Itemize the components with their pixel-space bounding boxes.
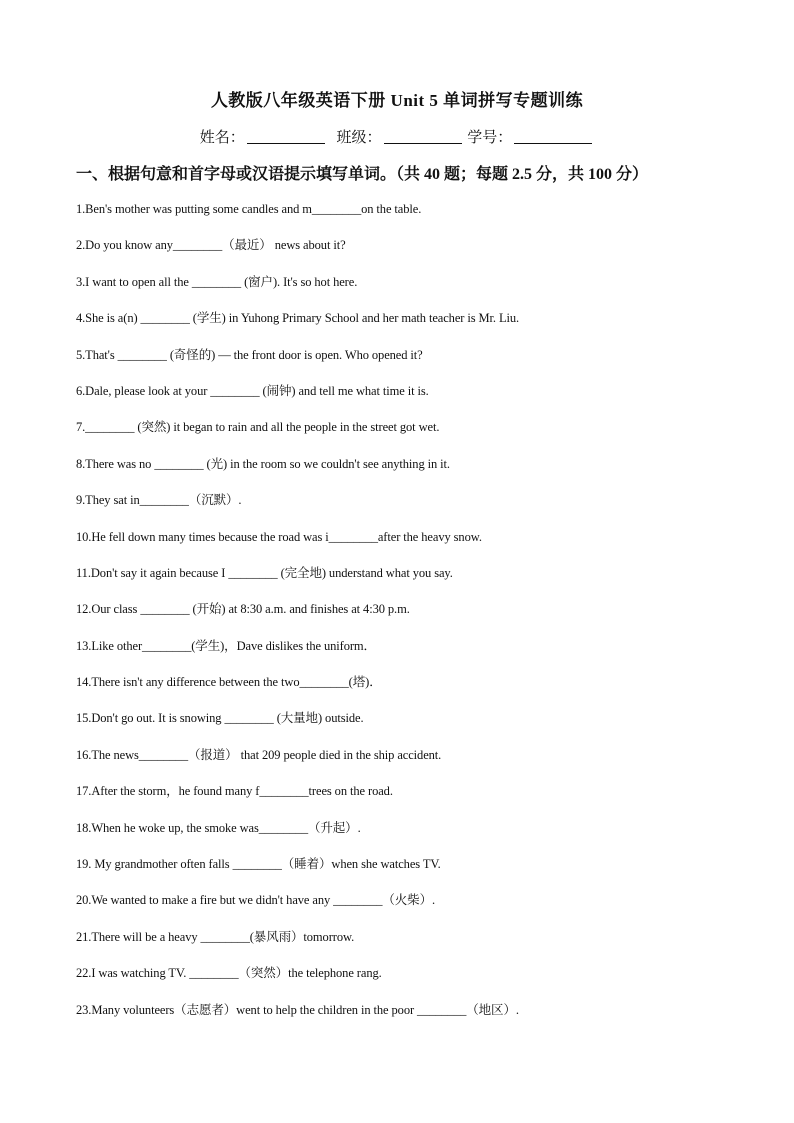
- class-blank[interactable]: [384, 129, 462, 144]
- question-item: 16.The news________（报道） that 209 people died in the ship accident.: [76, 747, 442, 762]
- question-item: 1.Ben's mother was putting some candles and m________on the table.: [76, 202, 422, 216]
- question-item: 20.We wanted to make a fire but we didn't have any ________（火柴）.: [76, 893, 435, 908]
- question-item: 2.Do you know any________（最近） news about it?: [76, 238, 346, 253]
- question-item: 15.Don't go out. It is snowing ________ (大量地) outside.: [76, 711, 364, 726]
- id-blank[interactable]: [514, 129, 592, 144]
- question-item: 23.Many volunteers（志愿者）went to help the children in the poor ________（地区）.: [76, 1002, 519, 1017]
- page-title: 人教版八年级英语下册 Unit 5 单词拼写专题训练: [210, 91, 584, 110]
- question-item: 4.She is a(n) ________ (学生) in Yuhong Primary School and her math teacher is Mr. Liu.: [76, 311, 520, 326]
- name-label: 姓名：: [199, 130, 245, 146]
- question-item: 19. My grandmother often falls ________（睡着）when she watches TV.: [76, 857, 441, 872]
- question-item: 13.Like other________(学生)，Dave dislikes the uniform．: [76, 638, 376, 653]
- question-item: 9.They sat in________（沉默）.: [76, 493, 242, 508]
- question-item: 10.He fell down many times because the road was i________after the heavy snow.: [76, 529, 482, 544]
- question-item: 17.After the storm，he found many f________trees on the road.: [76, 784, 393, 799]
- question-list: [76, 200, 726, 1037]
- question-item: 8.There was no ________ (光) in the room so we couldn't see anything in it.: [76, 456, 450, 471]
- section-heading: 一、根据句意和首字母或汉语提示填写单词。（共 40 题；每题 2.5 分，共 100 分）: [76, 166, 649, 183]
- id-label: 学号：: [467, 130, 513, 146]
- student-info-line: [0, 126, 794, 147]
- question-item: 11.Don't say it again because I ________ (完全地) understand what you say.: [76, 565, 453, 580]
- question-item: 6.Dale, please look at your ________ (闹钟) and tell me what time it is.: [76, 383, 429, 398]
- question-item: 5.That's ________ (奇怪的) — the front door is open. Who opened it?: [76, 347, 423, 362]
- question-item: 18.When he woke up, the smoke was________（升起）.: [76, 820, 361, 835]
- question-item: 14.There isn't any difference between the two________(塔)．: [76, 675, 382, 690]
- question-item: 22.I was watching TV. ________（突然）the telephone rang.: [76, 966, 382, 981]
- question-item: 7.________ (突然) it began to rain and all the people in the street got wet.: [76, 420, 440, 435]
- question-item: 3.I want to open all the ________ (窗户). It's so hot here.: [76, 274, 358, 289]
- question-item: 21.There will be a heavy ________(暴风雨）tomorrow.: [76, 929, 355, 944]
- name-blank[interactable]: [247, 129, 325, 144]
- class-label: 班级：: [336, 130, 382, 146]
- question-item: 12.Our class ________ (开始) at 8:30 a.m. and finishes at 4:30 p.m.: [76, 602, 410, 617]
